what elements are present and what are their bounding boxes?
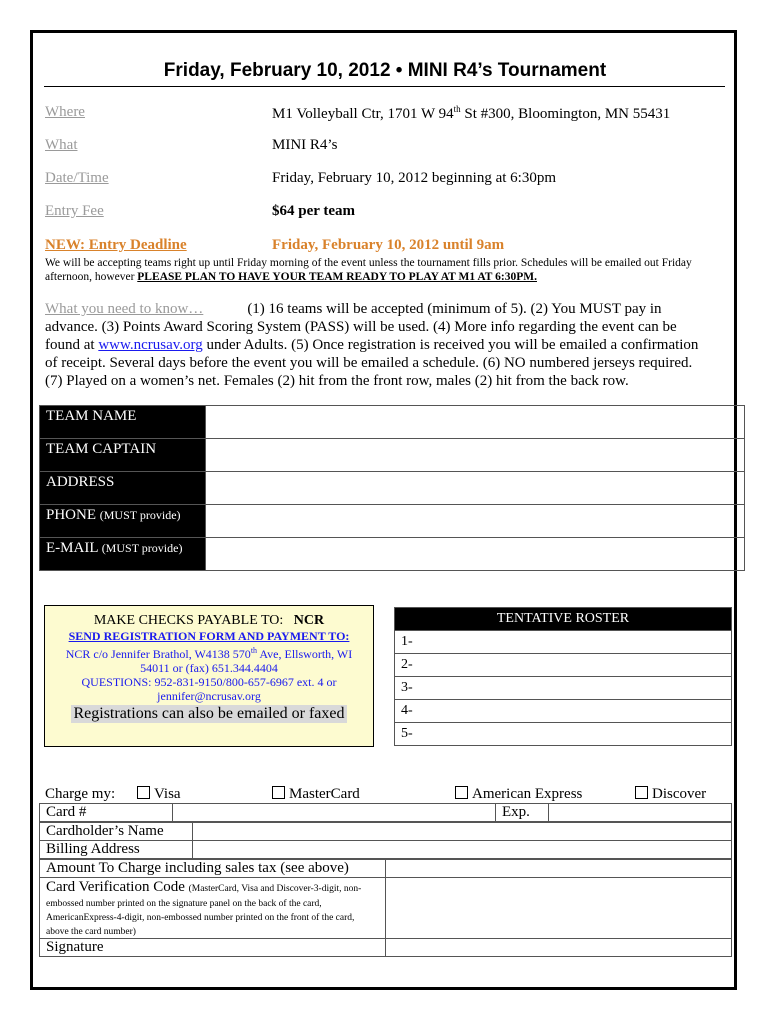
roster-header: TENTATIVE ROSTER bbox=[395, 608, 732, 631]
exp-field[interactable] bbox=[549, 804, 732, 822]
signature-field[interactable] bbox=[386, 939, 732, 957]
signature-label: Signature bbox=[40, 939, 386, 957]
payment-instructions-box bbox=[44, 605, 374, 747]
deadline-label: NEW: Entry Deadline bbox=[45, 237, 187, 253]
mail-address: NCR c/o Jennifer Brathol, W4138 570th Ave, Ellsworth, WI 54011 or (fax) 651.344.4404 bbox=[65, 646, 353, 675]
billing-field[interactable] bbox=[193, 841, 732, 859]
phone-label: PHONE (MUST provide) bbox=[40, 505, 206, 538]
visa-checkbox[interactable] bbox=[137, 786, 150, 799]
what-label: What bbox=[45, 137, 78, 153]
datetime-value: Friday, February 10, 2012 beginning at 6:30pm bbox=[272, 170, 556, 186]
team-name-field[interactable] bbox=[206, 406, 745, 439]
checks-payable: MAKE CHECKS PAYABLE TO: NCR bbox=[93, 613, 325, 628]
amex-option[interactable]: American Express bbox=[455, 786, 582, 803]
contact-email[interactable]: jennifer@ncrusav.org bbox=[157, 689, 261, 703]
datetime-label: Date/Time bbox=[45, 170, 109, 186]
billing-label: Billing Address bbox=[40, 841, 193, 859]
team-captain-label: TEAM CAPTAIN bbox=[40, 439, 206, 472]
phone-field[interactable] bbox=[206, 505, 745, 538]
exp-label: Exp. bbox=[496, 804, 549, 822]
roster-row[interactable]: 5- bbox=[395, 723, 732, 746]
visa-option[interactable]: Visa bbox=[137, 786, 181, 803]
mastercard-checkbox[interactable] bbox=[272, 786, 285, 799]
title-rule bbox=[44, 86, 725, 87]
charge-label: Charge my: bbox=[45, 786, 116, 802]
roster-row[interactable]: 2- bbox=[395, 654, 732, 677]
fee-label: Entry Fee bbox=[45, 203, 104, 219]
amount-table bbox=[39, 859, 732, 957]
team-name-label: TEAM NAME bbox=[40, 406, 206, 439]
email-label: E-MAIL (MUST provide) bbox=[40, 538, 206, 571]
know-paragraph: What you need to know… (1) 16 teams will be accepted (minimum of 5). (2) You MUST pay in advance. (3) Points Award Scoring System (PASS) will be used. (4) More info regarding the event can be found at www.ncrusav.org under Adults. (5) Once registration is received you will be emailed a confirmation of receipt. Several days before the event you will be emailed a schedule. (6) NO numbered jerseys required. (7) Played on a women’s net. Females (2) hit from the front row, males (2) hit from the back row. bbox=[45, 301, 699, 389]
cvc-label: Card Verification Code (MasterCard, Visa and Discover-3-digit, non-embossed number printed on the signature panel on the back of the card, AmericanExpress-4-digit, non-embossed number printed on the front of the card, above the card number) bbox=[40, 878, 386, 939]
discover-checkbox[interactable] bbox=[635, 786, 648, 799]
where-label: Where bbox=[45, 104, 85, 120]
card-number-field[interactable] bbox=[173, 804, 496, 822]
amount-label: Amount To Charge including sales tax (see above) bbox=[40, 860, 386, 878]
discover-option[interactable]: Discover bbox=[635, 786, 706, 803]
what-value: MINI R4’s bbox=[272, 137, 338, 153]
where-value: M1 Volleyball Ctr, 1701 W 94th St #300, Bloomington, MN 55431 bbox=[272, 104, 671, 122]
email-fax-note: Registrations can also be emailed or faxed bbox=[73, 705, 345, 722]
roster-row[interactable]: 4- bbox=[395, 700, 732, 723]
roster-row[interactable]: 3- bbox=[395, 677, 732, 700]
mastercard-option[interactable]: MasterCard bbox=[272, 786, 360, 803]
card-label: Card # bbox=[40, 804, 173, 822]
team-info-table bbox=[39, 405, 745, 571]
team-captain-field[interactable] bbox=[206, 439, 745, 472]
card-number-table bbox=[39, 803, 732, 822]
page-title: Friday, February 10, 2012 • MINI R4’s Tournament bbox=[163, 60, 607, 81]
address-label: ADDRESS bbox=[40, 472, 206, 505]
cardholder-label: Cardholder’s Name bbox=[40, 823, 193, 841]
address-field[interactable] bbox=[206, 472, 745, 505]
cvc-field[interactable] bbox=[386, 878, 732, 939]
deadline-value: Friday, February 10, 2012 until 9am bbox=[272, 237, 505, 253]
cardholder-table bbox=[39, 822, 732, 859]
send-heading: SEND REGISTRATION FORM AND PAYMENT TO: bbox=[68, 629, 350, 643]
email-field[interactable] bbox=[206, 538, 745, 571]
roster-table bbox=[394, 607, 732, 746]
cardholder-field[interactable] bbox=[193, 823, 732, 841]
questions-line: QUESTIONS: 952-831-9150/800-657-6967 ext. 4 or bbox=[81, 675, 337, 689]
deadline-note: We will be accepting teams right up until Friday morning of the event unless the tournament fills prior. Schedules will be emailed out Friday afternoon, however PLEASE PLAN TO HAVE YOUR TEAM READY TO PLAY AT M1 AT 6:30PM. bbox=[45, 257, 692, 283]
roster-row[interactable]: 1- bbox=[395, 631, 732, 654]
ncrusav-link[interactable]: www.ncrusav.org bbox=[98, 337, 203, 353]
amount-field[interactable] bbox=[386, 860, 732, 878]
amex-checkbox[interactable] bbox=[455, 786, 468, 799]
know-label: What you need to know… bbox=[45, 301, 204, 317]
fee-value: $64 per team bbox=[272, 203, 356, 219]
